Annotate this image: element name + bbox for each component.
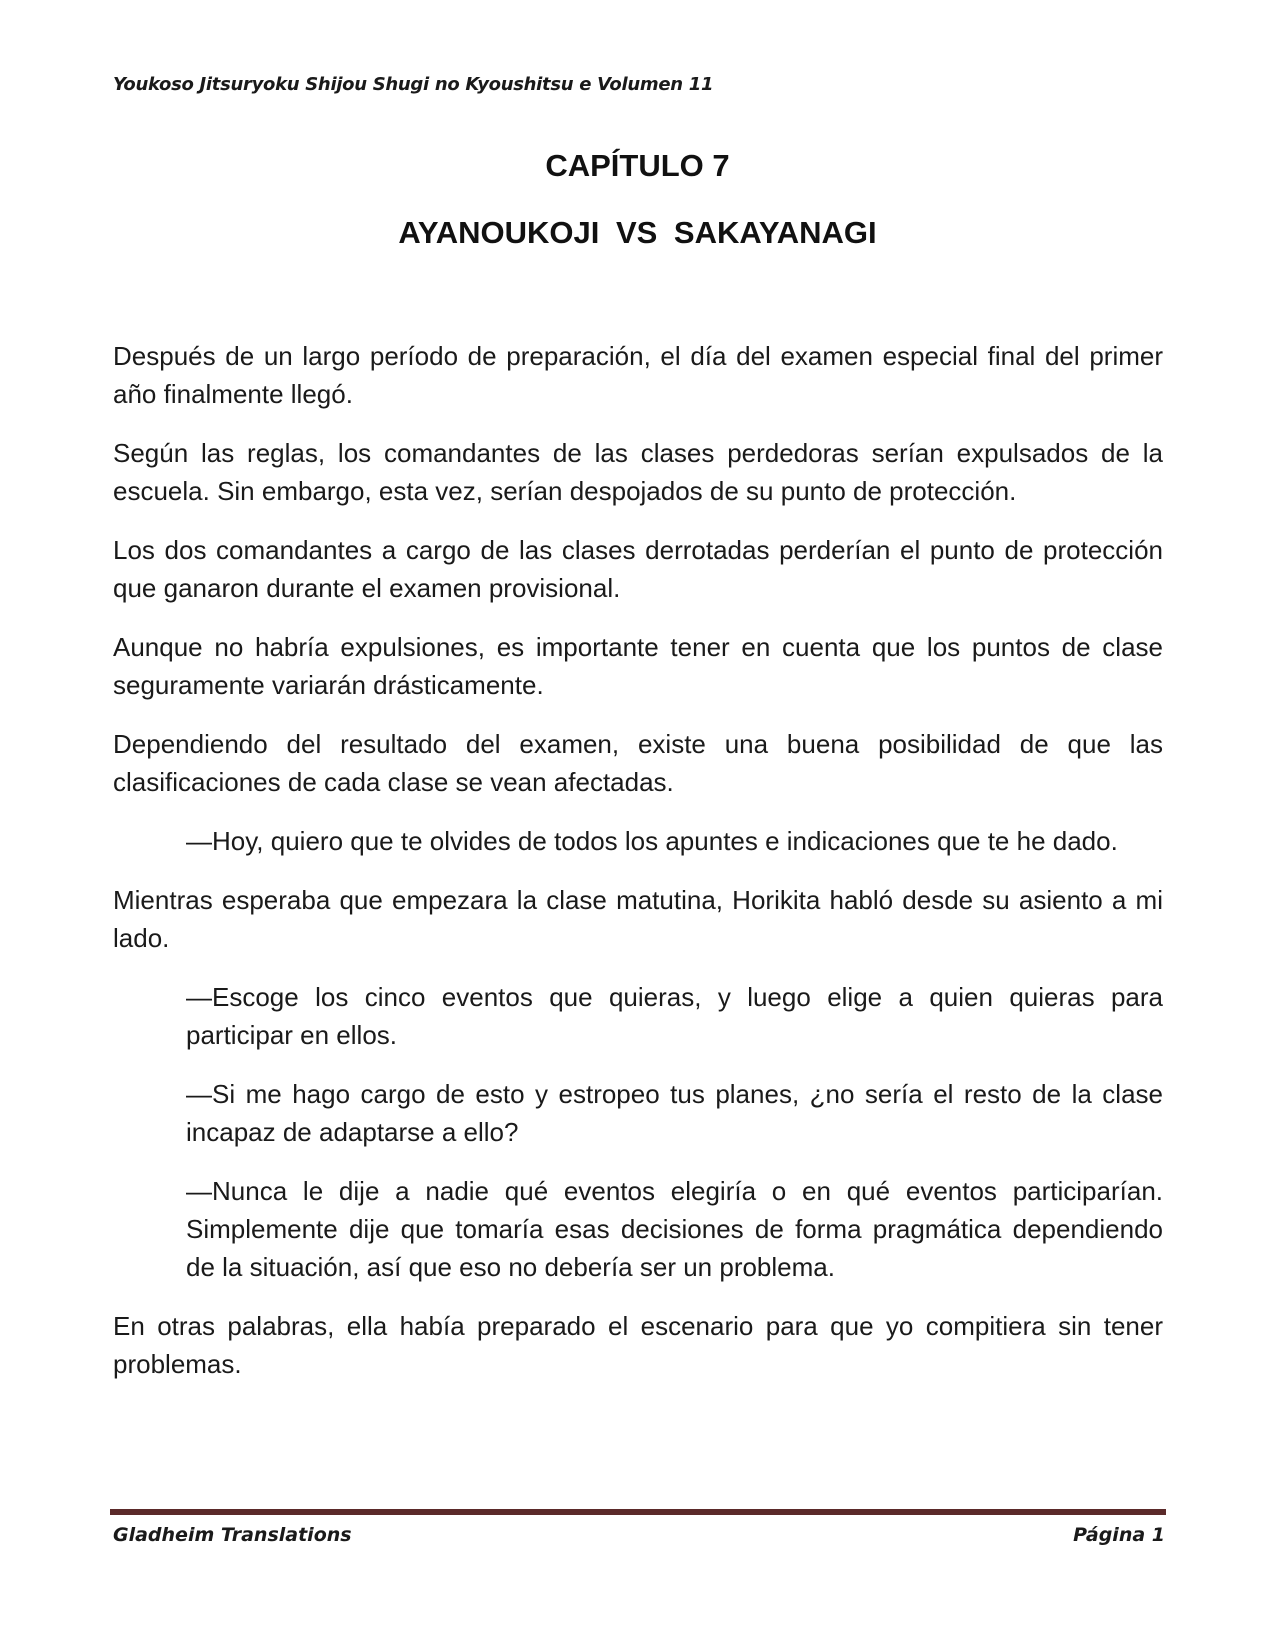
dialogue-paragraph: —Si me hago cargo de esto y estropeo tus planes, ¿no sería el resto de la clase incapaz de adaptarse a ello? (186, 1079, 1163, 1147)
paragraph: Según las reglas, los comandantes de las clases perdedoras serían expulsados de la escuela. Sin embargo, esta vez, serían despojados de su punto de protección. (113, 438, 1163, 506)
chapter-title: AYANOUKOJI VS SAKAYANAGI (398, 215, 877, 250)
chapter-number: CAPÍTULO 7 (545, 148, 730, 183)
paragraph: Dependiendo del resultado del examen, existe una buena posibilidad de que las clasificaciones de cada clase se vean afectadas. (113, 729, 1163, 797)
paragraph: Aunque no habría expulsiones, es importante tener en cuenta que los puntos de clase seguramente variarán drásticamente. (113, 632, 1163, 700)
paragraph: Los dos comandantes a cargo de las clases derrotadas perderían el punto de protección que ganaron durante el examen provisional. (113, 535, 1163, 603)
footer-credit: Gladheim Translations (113, 1524, 352, 1546)
footer-divider (110, 1509, 1166, 1515)
paragraph: Después de un largo período de preparación, el día del examen especial final del primer año finalmente llegó. (113, 341, 1163, 409)
dialogue-paragraph: —Hoy, quiero que te olvides de todos los apuntes e indicaciones que te he dado. (186, 826, 1118, 856)
running-header: Youkoso Jitsuryoku Shijou Shugi no Kyoushitsu e Volumen 11 (113, 74, 714, 95)
paragraph: En otras palabras, ella había preparado el escenario para que yo compitiera sin tener problemas. (113, 1311, 1163, 1379)
page-number: Página 1 (1073, 1524, 1165, 1546)
chapter-body (113, 337, 1163, 1404)
dialogue-paragraph: —Nunca le dije a nadie qué eventos elegiría o en qué eventos participarían. Simplemente dije que tomaría esas decisiones de forma pragmática dependiendo de la situación, así que eso no debería ser un problema. (186, 1176, 1163, 1282)
dialogue-paragraph: —Escoge los cinco eventos que quieras, y luego elige a quien quieras para participar en ellos. (186, 982, 1163, 1050)
paragraph: Mientras esperaba que empezara la clase matutina, Horikita habló desde su asiento a mi lado. (113, 885, 1163, 953)
